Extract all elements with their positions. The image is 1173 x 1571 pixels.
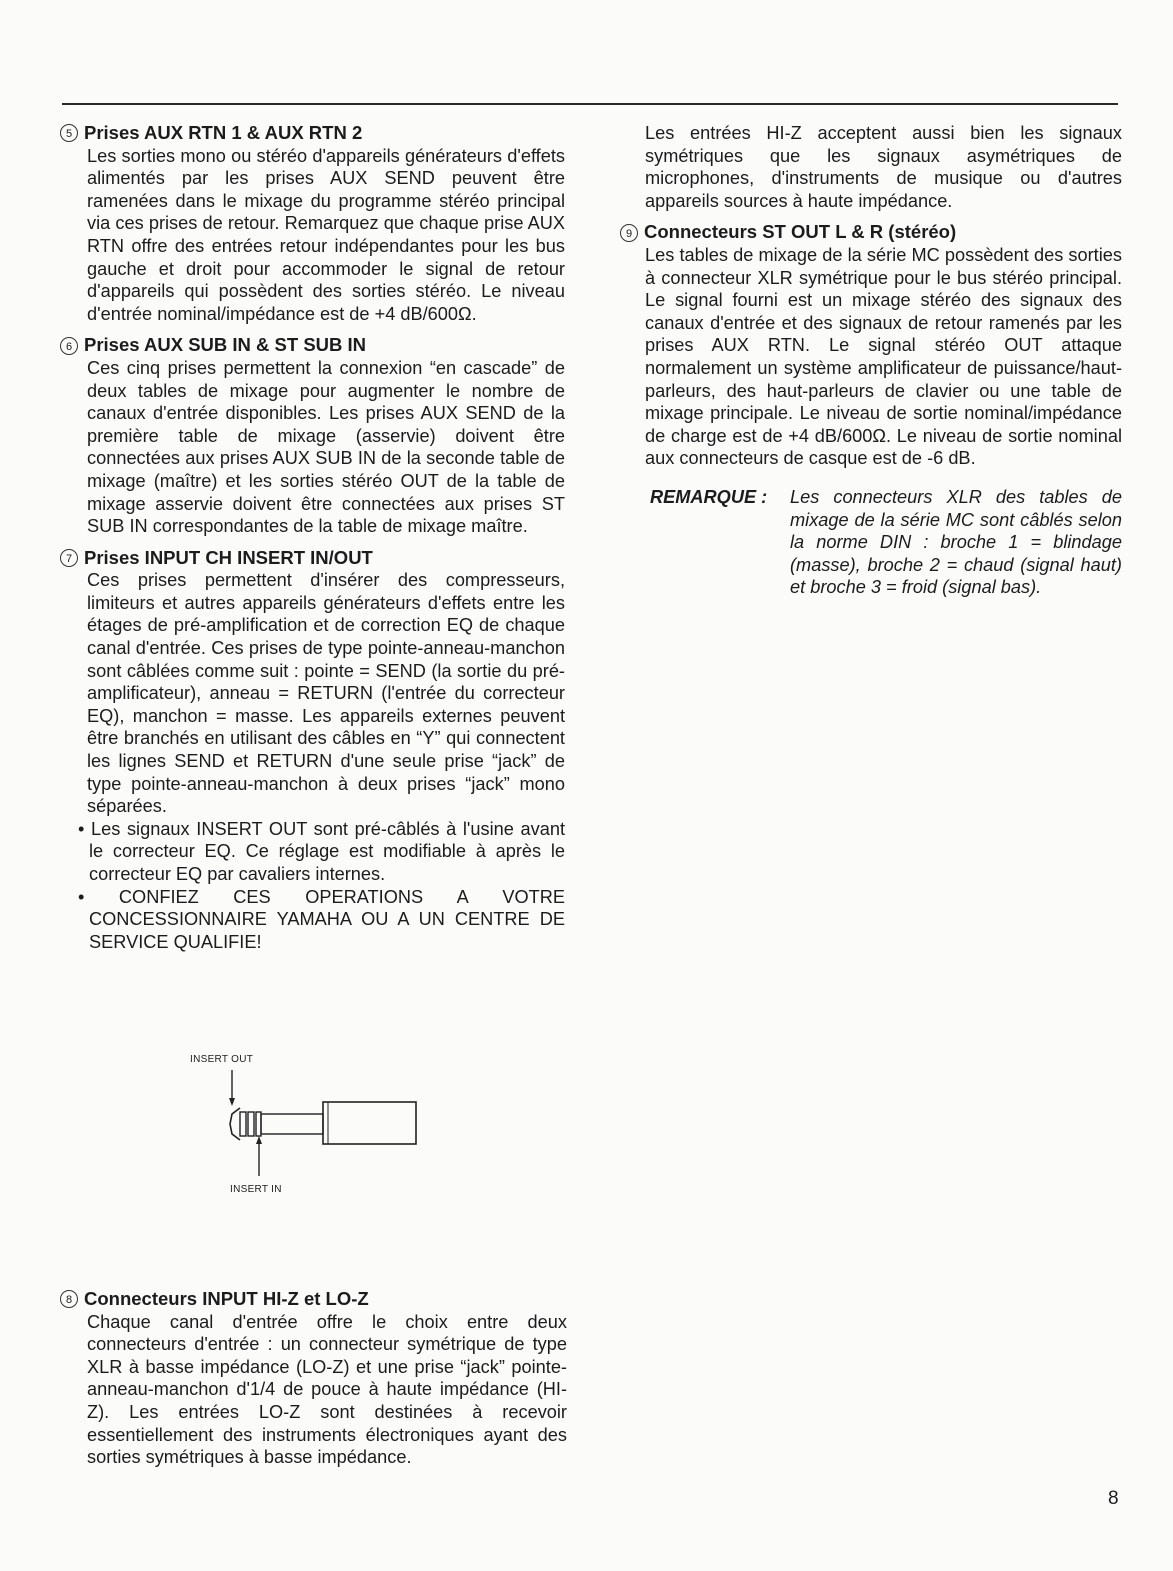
right-column <box>620 122 1122 599</box>
section-input-hiz-loz <box>60 1288 567 1469</box>
section-insert <box>60 547 565 954</box>
section-title: Connecteurs ST OUT L & R (stéréo) <box>644 221 957 243</box>
section-body: Les sorties mono ou stéréo d'appareils générateurs d'effets alimentés par les prises AUX SEND peuvent être ramenées dans le mixage du programme stéréo principal via ces prises de retour. Remarquez que chaque prise AUX RTN offre des entrées retour indépendantes pour les bus gauche et droit pour accommoder le signal de retour d'appareils qui possèdent des sorties stéréo. Le niveau d'entrée nominal/impédance est de +4 dB/600Ω. <box>87 145 565 324</box>
section-aux-sub-in <box>60 334 565 537</box>
section-number: 8 <box>60 1290 78 1308</box>
bullet-item: • CONFIEZ CES OPERATIONS A VOTRE CONCESSIONNAIRE YAMAHA OU A UN CENTRE DE SERVICE QUALIFIE! <box>89 886 565 954</box>
continued-paragraph: Les entrées HI-Z acceptent aussi bien les signaux symétriques que les signaux asymétriques de microphones, d'instruments de musique ou d'autres appareils sources à haute impédance. <box>645 123 1122 211</box>
jack-plug-icon <box>180 1048 430 1208</box>
remark-label: REMARQUE : <box>650 486 768 507</box>
top-rule <box>62 103 1118 105</box>
section-title: Prises AUX SUB IN & ST SUB IN <box>84 334 367 356</box>
section-body: Les tables de mixage de la série MC possèdent des sorties à connecteur XLR symétrique pour le bus stéréo principal. Le signal fourni est un mixage stéréo des signaux des canaux d'entrée et des signaux de retour ramenés par les prises AUX RTN. Le signal stéréo OUT attaque normalement un système amplificateur de puissance/haut-parleurs, des haut-parleurs de clavier ou une table de mixage principale. Le niveau de sortie nominal/impédance de charge est de +4 dB/600Ω. Le niveau de sortie nominal aux connecteurs de casque est de -6 dB. <box>645 244 1122 469</box>
section-title: Prises AUX RTN 1 & AUX RTN 2 <box>84 122 363 143</box>
insert-out-label: INSERT OUT <box>190 1054 254 1065</box>
section-title: Connecteurs INPUT HI-Z et LO-Z <box>84 1288 369 1309</box>
section-title: Prises INPUT CH INSERT IN/OUT <box>84 546 373 568</box>
insert-in-label: INSERT IN <box>230 1184 282 1195</box>
section-number: 9 <box>620 224 638 242</box>
bullet-item: • Les signaux INSERT OUT sont pré-câblés à l'usine avant le correcteur EQ. Ce réglage est modifiable à après le correcteur EQ par cavaliers internes. <box>89 818 565 886</box>
section-aux-rtn <box>60 122 565 325</box>
insert-jack-diagram <box>180 1048 430 1208</box>
section-number: 5 <box>60 124 78 142</box>
section-body: Ces prises permettent d'insérer des compresseurs, limiteurs et autres appareils générateurs d'effets entre les étages de pré-amplification et de correction EQ de chaque canal d'entrée. Ces prises de type pointe-anneau-manchon sont câblées comme suit : pointe = SEND (la sortie du pré-amplificateur), anneau = RETURN (l'entrée du correcteur EQ), manchon = masse. Les appareils externes peuvent être branchés en utilisant des câbles en “Y” qui connectent les lignes SEND et RETURN d'une seule prise “jack” de type pointe-anneau-manchon à deux prises “jack” mono séparées. <box>87 570 565 817</box>
section-number: 6 <box>60 337 78 355</box>
section-st-out <box>620 221 1122 470</box>
remark-text: Les connecteurs XLR des tables de mixage de la série MC sont câblés selon la norme DIN : broche 1 = blindage (masse), broche 2 = chaud (signal haut) et broche 3 = froid (signal bas). <box>790 486 1122 598</box>
left-column <box>60 122 565 962</box>
page-number: 8 <box>1108 1488 1119 1509</box>
remark-note <box>650 486 1122 599</box>
section-body: Ces cinq prises permettent la connexion “en cascade” de deux tables de mixage pour augmenter le nombre de canaux d'entrée disponibles. Les prises AUX SEND de la première table de mixage (asservie) doivent être connectées aux prises AUX SUB IN de la seconde table de mixage (maître) et les sorties stéréo OUT de la table de mixage asservie doivent être connectées aux prises ST SUB IN correspondantes de la table de mixage maître. <box>87 357 565 537</box>
section-body: Chaque canal d'entrée offre le choix entre deux connecteurs d'entrée : un connecteur symétrique de type XLR à basse impédance (LO-Z) et une prise “jack” pointe-anneau-manchon d'1/4 de pouce à haute impédance (HI-Z). Les entrées LO-Z sont destinées à recevoir essentiellement des instruments électroniques ayant des sorties symétriques à basse impédance. <box>87 1311 567 1468</box>
section-number: 7 <box>60 549 78 567</box>
